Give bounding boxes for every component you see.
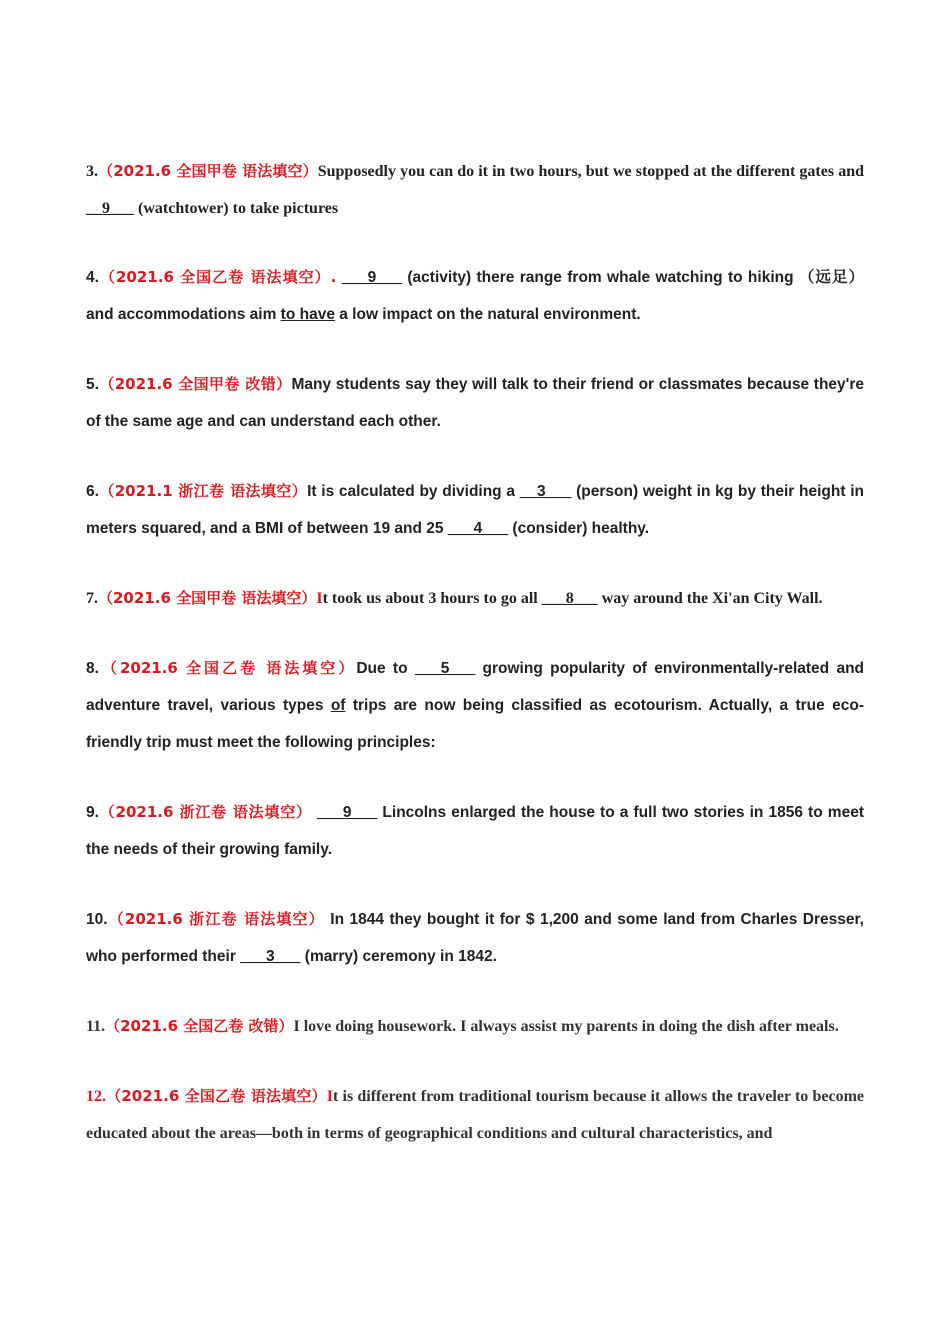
question-3 (86, 153, 864, 227)
answer-blank: ___4___ (447, 520, 509, 537)
question-11 (86, 1008, 864, 1045)
question-number: 10. (86, 911, 108, 928)
question-6 (86, 473, 864, 547)
question-text: trips are now being classified as ecotourism. Actually, a true eco-friendly trip must meet the following principles: (86, 697, 864, 751)
question-text: (activity) there range from whale watching to hiking （远足） and accommodations aim (86, 269, 864, 323)
question-number: 8. (86, 660, 99, 677)
question-text: It is calculated by dividing a (307, 483, 520, 500)
question-number: 11. (86, 1018, 106, 1035)
answer-blank: __9___ (86, 200, 134, 217)
answer-blank: ___3___ (240, 948, 301, 965)
question-number: 9. (86, 804, 99, 821)
answer-blank: __3___ (519, 483, 572, 500)
question-text: Due to (356, 660, 415, 677)
answer-blank: ___9___ (316, 804, 378, 821)
question-text: Many students say they will talk to their friend or classmates because they're of the same age and can understand each other. (86, 376, 864, 430)
question-source: （2021.6 全国乙卷 语法填空）. (98, 268, 337, 286)
question-text: growing popularity of environmentally-related and adventure travel, various types (86, 660, 865, 714)
question-4 (86, 259, 864, 333)
question-text: t is different from traditional tourism because it allows the traveler to become educated about the areas—both in terms of geographical conditions and cultural characteristics, and (86, 1088, 864, 1142)
question-10 (86, 901, 864, 975)
question-9 (86, 794, 864, 868)
question-text: a low impact on the natural environment. (334, 306, 641, 323)
underlined-phrase: to have (280, 306, 335, 323)
question-number: 12. (86, 1088, 106, 1105)
question-source: （2021.6 全国甲卷 改错） (98, 375, 292, 393)
question-number: 6. (86, 483, 99, 500)
question-text: (person) weight in kg by their height in meters squared, and a BMI of between 19 and 25 (86, 483, 864, 537)
answer-blank: ___5___ (414, 660, 476, 677)
highlighted-letter: I (326, 1088, 333, 1105)
highlighted-letter: I (316, 590, 323, 607)
question-text: I love doing housework. I always assist my parents in doing the dish after meals. (293, 1018, 839, 1035)
document-page (86, 150, 864, 1152)
question-source: （2021.6 全国乙卷 改错） (105, 1017, 294, 1035)
question-source: （2021.6 全国乙卷 语法填空） (98, 659, 357, 677)
question-source: （2021.6 浙江卷 语法填空） (98, 803, 312, 821)
question-number: 7. (86, 590, 98, 607)
question-text: (marry) ceremony in 1842. (300, 948, 497, 965)
answer-blank: ___8___ (541, 590, 598, 607)
question-source: （2021.1 浙江卷 语法填空） (98, 482, 308, 500)
question-text: Supposedly you can do it in two hours, but we stopped at the different gates and (317, 163, 864, 180)
question-text: Lincolns enlarged the house to a full two stories in 1856 to meet the needs of their growing family. (86, 804, 864, 858)
question-12 (86, 1078, 864, 1152)
question-text: (consider) healthy. (508, 520, 650, 537)
question-8 (86, 650, 864, 761)
question-number: 5. (86, 376, 99, 393)
question-text: t took us about 3 hours to go all (322, 590, 542, 607)
answer-blank: ___9___ (341, 269, 403, 286)
question-number: 4. (86, 269, 99, 286)
underlined-phrase: of (330, 697, 346, 714)
question-text: In 1844 they bought it for $ 1,200 and some land from Charles Dresser, who performed their (86, 911, 864, 965)
question-source: （2021.6 浙江卷 语法填空） (107, 910, 325, 928)
question-number: 3. (86, 163, 98, 180)
question-source: （2021.6 全国乙卷 语法填空） (106, 1087, 327, 1105)
question-text: (watchtower) to take pictures (134, 200, 339, 217)
question-5 (86, 366, 864, 440)
question-source: （2021.6 全国甲卷 语法填空） (98, 589, 317, 607)
question-7 (86, 580, 864, 617)
question-source: （2021.6 全国甲卷 语法填空） (98, 162, 318, 180)
question-text: way around the Xi'an City Wall. (597, 590, 823, 607)
